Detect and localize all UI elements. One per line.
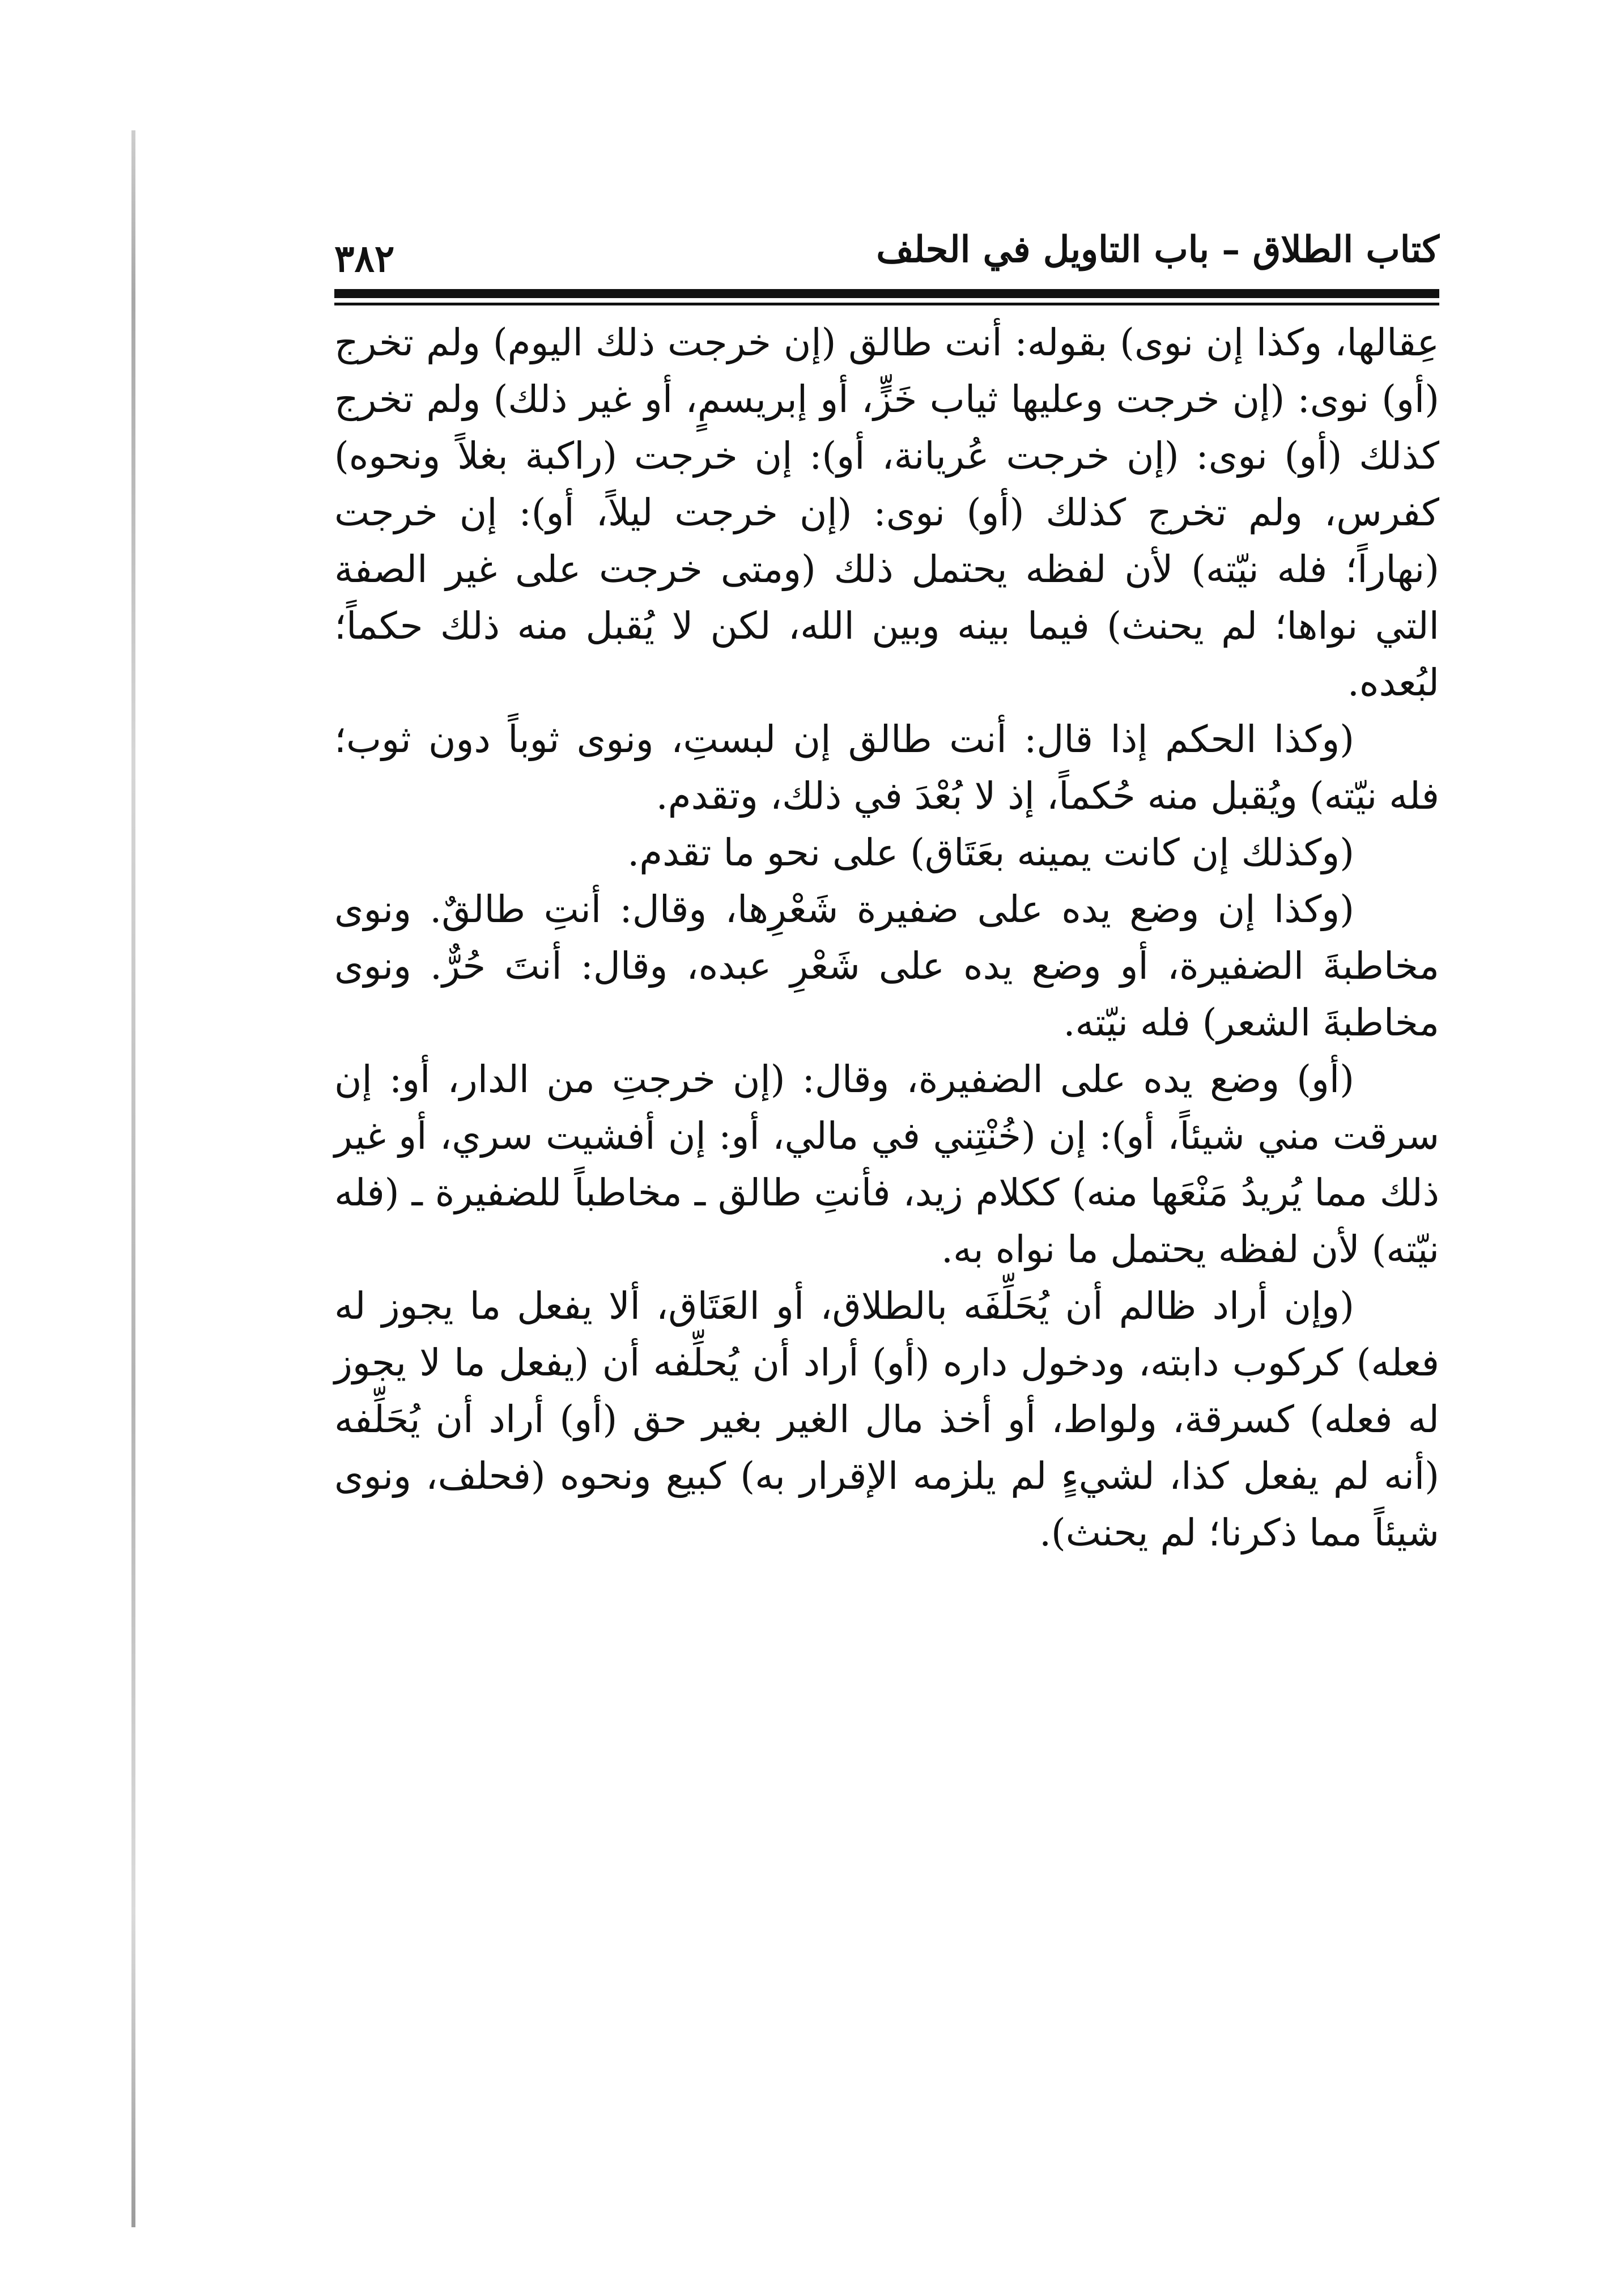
page-number: ٣٨٢ [334, 236, 395, 281]
body-text [334, 315, 1439, 1561]
paragraph-3: (وكذلك إن كانت يمينه بعَتَاق) على نحو ما تقدم. [627, 831, 1354, 874]
paragraph-6: (وإن أراد ظالم أن يُحَلِّفَه بالطلاق، أو العَتَاق، ألا يفعل ما يجوز له فعله) كركوب دابته، ودخول داره (أو) أراد أن يُحلِّفه أن (يفعل ما لا يجوز له فعله) كسرقة، ولواط، أو أخذ مال الغير بغير حق (أو) أراد أن يُحَلِّفه (أنه لم يفعل كذا، لشيءٍ لم يلزمه الإقرار به) كبيع ونحوه (فحلف، ونوى شيئاً مما ذكرنا؛ لم يحنث). [334, 1284, 1439, 1555]
paragraph-2: (وكذا الحكم إذا قال: أنت طالق إن لبستِ، ونوى ثوباً دون ثوب؛ فله نيّته) ويُقبل منه حُكماً، إذ لا بُعْدَ في ذلك، وتقدم. [334, 717, 1439, 818]
page-header [334, 224, 1439, 286]
paragraph-1: عِقالها، وكذا إن نوى) بقوله: أنت طالق (إن خرجت ذلك اليوم) ولم تخرج (أو) نوى: (إن خرجت وعليها ثياب خَزٍّ، أو إبريسمٍ، أو غير ذلك) ولم تخرج كذلك (أو) نوى: (إن خرجت عُريانة، أو): إن خرجت (راكبة بغلاً ونحوه) كفرس، ولم تخرج كذلك (أو) نوى: (إن خرجت ليلاً، أو): إن خرجت (نهاراً؛ فله نيّته) لأن لفظه يحتمل ذلك (ومتى خرجت على غير الصفة التي نواها؛ لم يحنث) فيما بينه وبين الله، لكن لا يُقبل منه ذلك حكماً؛ لبُعده. [334, 321, 1439, 704]
running-title: كتاب الطلاق – باب التاويل في الحلف [876, 228, 1439, 271]
binding-edge-line [131, 130, 135, 2227]
paragraph-4: (وكذا إن وضع يده على ضفيرة شَعْرِها، وقال: أنتِ طالقٌ. ونوى مخاطبةَ الضفيرة، أو وضع يده على شَعْرِ عبده، وقال: أنتَ حُرٌّ. ونوى مخاطبةَ الشعر) فله نيّته. [334, 888, 1439, 1044]
header-rule-thick [334, 289, 1439, 298]
header-rule-thin [334, 303, 1439, 305]
paragraph-5: (أو) وضع يده على الضفيرة، وقال: (إن خرجتِ من الدار، أو: إن سرقت مني شيئاً، أو): إن (خُنْتِني في مالي، أو: إن أفشيت سري، أو غير ذلك مما يُريدُ مَنْعَها منه) ككلام زيد، فأنتِ طالق ـ مخاطباً للضفيرة ـ (فله نيّته) لأن لفظه يحتمل ما نواه به. [334, 1058, 1439, 1271]
